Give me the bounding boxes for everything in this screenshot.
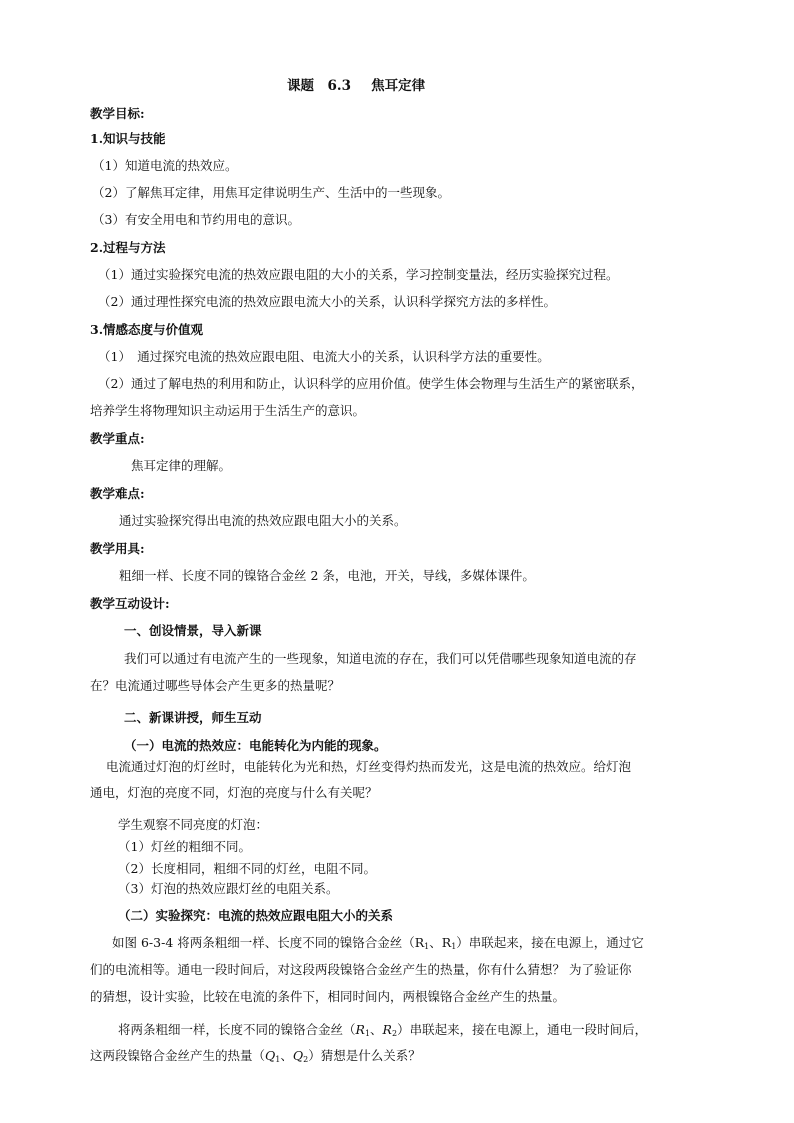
key-point-heading: 教学重点:	[90, 431, 145, 446]
teaching-tools-text: 粗细一样、长度不同的镍铬合金丝 2 条，电池，开关，导线，多媒体课件。	[119, 568, 535, 583]
objective-item: （3）有安全用电和节约用电的意识。	[92, 212, 300, 227]
objective-item: （1） 通过探究电流的热效应跟电阻、电流大小的关系，认识科学方法的重要性。	[98, 349, 550, 364]
key-point-text: 焦耳定律的理解。	[131, 458, 232, 473]
paragraph-line: 的猜想，设计实验，比较在电流的条件下，相同时间内，两根镍铬合金丝产生的热量。	[90, 989, 566, 1004]
objective-item: （2）通过了解电热的利用和防止，认识科学的应用价值。使学生体会物理与生活生产的紧密联系，	[98, 376, 644, 391]
paragraph-line: 电流通过灯泡的灯丝时，电能转化为光和热，灯丝变得灼热而发光，这是电流的热效应。给灯泡	[106, 759, 632, 774]
objective-item: （2）通过理性探究电流的热效应跟电流大小的关系，认识科学探究方法的多样性。	[98, 294, 556, 309]
knowledge-skills-heading: 1.知识与技能	[90, 131, 166, 146]
observe-item: （1）灯丝的粗细不同。	[118, 839, 251, 854]
observe-item: （2）长度相同，粗细不同的灯丝，电阻不同。	[118, 861, 376, 876]
objective-item-continued: 培养学生将物理知识主动运用于生活生产的意识。	[90, 403, 366, 418]
guess-paragraph-line: 将两条粗细一样，长度不同的镍铬合金丝（$R_1$、$R_2$）串联起来，接在电源上，通电一段时间后，	[118, 1022, 648, 1038]
attitude-values-heading: 3.情感态度与价值观	[90, 322, 204, 337]
observe-intro: 学生观察不同亮度的灯泡：	[118, 817, 269, 832]
experiment-paragraph-line: 如图 6-3-4 将两条粗细一样、长度不同的镍铬合金丝（$R_1$、$R_1$）串联起来，接在电源上，通过它	[112, 935, 644, 951]
difficulty-heading: 教学难点:	[90, 486, 145, 501]
part1-heading: 一、创设情景，导入新课	[124, 623, 262, 638]
interactive-design-heading: 教学互动设计:	[90, 596, 170, 611]
paragraph-line: 们的电流相等。通电一段时间后，对这段两段镍铬合金丝产生的热量，你有什么猜想？ 为了验证你	[90, 962, 632, 977]
paragraph-line: 在？电流通过哪些导体会产生更多的热量呢？	[90, 678, 341, 693]
part2-heading: 二、新课讲授，师生互动	[124, 710, 262, 725]
objective-item: （2）了解焦耳定律，用焦耳定律说明生产、生活中的一些现象。	[92, 185, 450, 200]
observe-item: （3）灯泡的热效应跟灯丝的电阻关系。	[118, 881, 339, 896]
process-method-heading: 2.过程与方法	[90, 240, 166, 255]
guess-paragraph-line: 这两段镍铬合金丝产生的热量（$Q_1$、$Q_2$）猜想是什么关系？	[90, 1048, 421, 1064]
objectives-heading: 教学目标:	[90, 106, 145, 121]
paragraph-line: 我们可以通过有电流产生的一些现象，知道电流的存在，我们可以凭借哪些现象知道电流的存	[124, 651, 637, 666]
difficulty-text: 通过实验探究得出电流的热效应跟电阻大小的关系。	[119, 513, 407, 528]
section2-heading: （二）实验探究：电流的热效应跟电阻大小的关系	[118, 908, 394, 923]
objective-item: （1）通过实验探究电流的热效应跟电阻的大小的关系，学习控制变量法，经历实验探究过程。	[98, 267, 619, 282]
paragraph-line: 通电，灯泡的亮度不同，灯泡的亮度与什么有关呢？	[90, 785, 378, 800]
section1-heading: （一）电流的热效应：电能转化为内能的现象。	[124, 738, 387, 753]
teaching-tools-heading: 教学用具:	[90, 541, 145, 556]
objective-item: （1）知道电流的热效应。	[92, 158, 238, 173]
page-title: 课题 6.3 焦耳定律	[287, 78, 426, 94]
